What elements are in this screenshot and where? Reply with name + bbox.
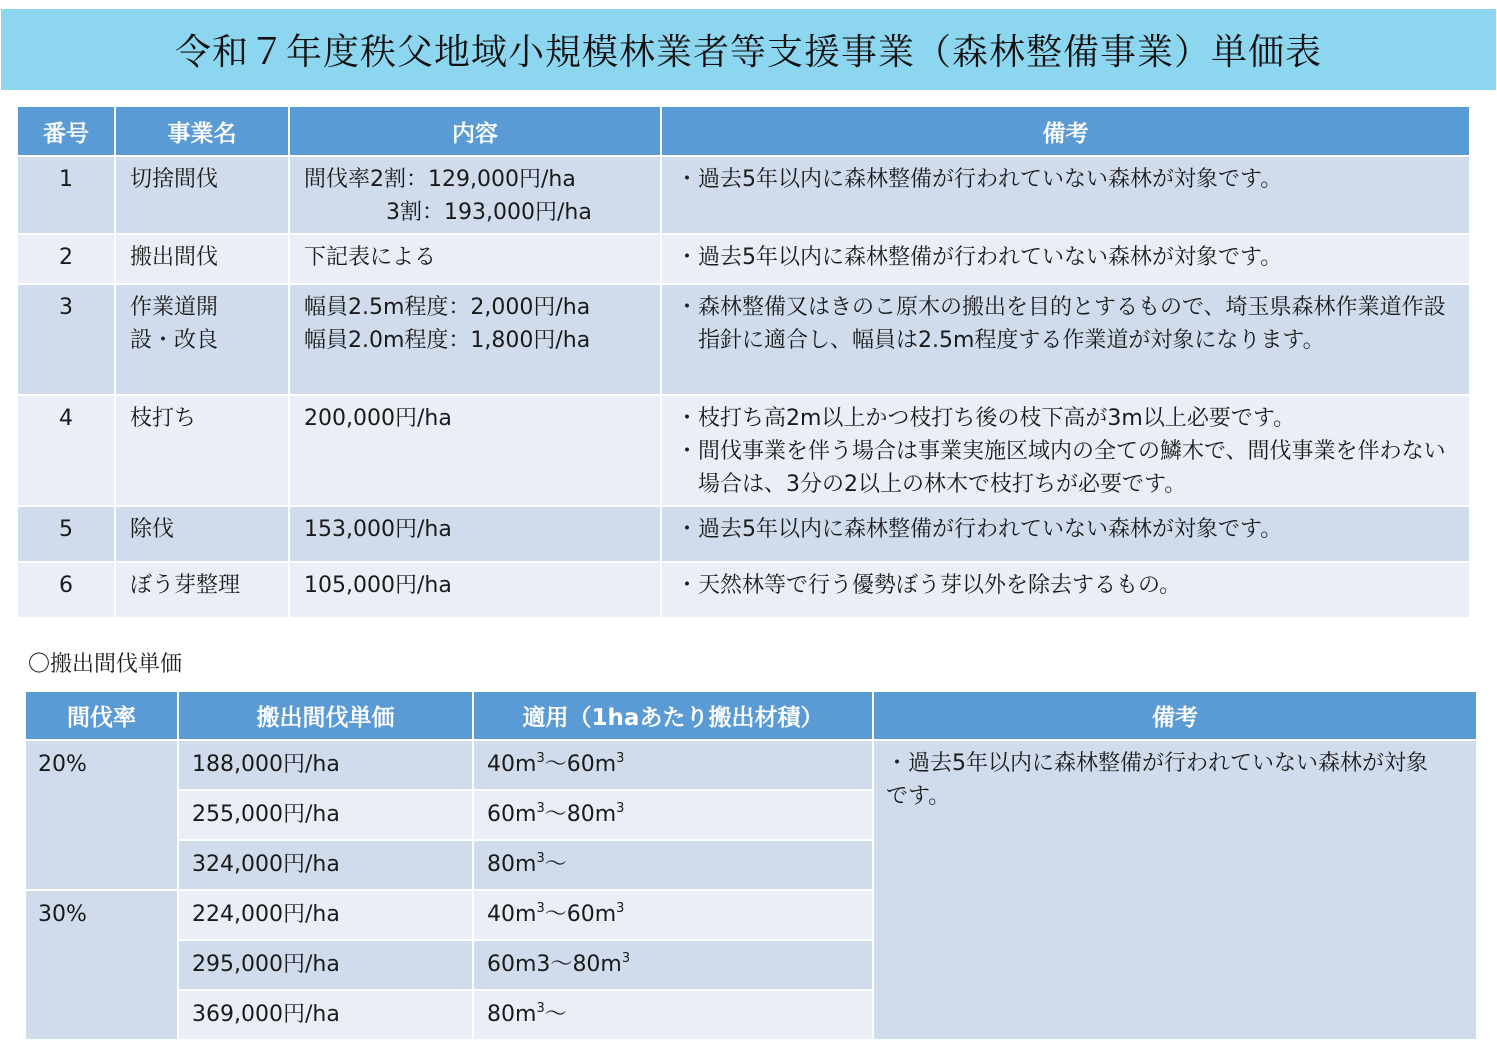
header-content: 内容 — [289, 106, 661, 156]
content-cell — [289, 506, 661, 562]
project-name: 除伐 — [115, 506, 289, 562]
title-banner — [1, 9, 1496, 90]
row-number: 6 — [17, 562, 115, 618]
note-line: ・過去5年以内に森林整備が行われていない森林が対象です。 — [676, 167, 1283, 192]
table-row — [17, 562, 1470, 618]
row-number: 2 — [17, 234, 115, 284]
note-line: ・森林整備又はきのこ原木の搬出を目的とするもので、埼玉県森林作業道作設指針に適合し、幅員は2.5m程度する作業道が対象になります。 — [676, 295, 1446, 353]
header-thinning-rate: 間伐率 — [25, 691, 178, 740]
remarks-cell — [873, 740, 1477, 1040]
content-line: 幅員2.0m程度：1,800円/ha — [304, 328, 591, 353]
row-number: 1 — [17, 156, 115, 234]
table-row — [25, 740, 1477, 790]
header-remarks: 備考 — [873, 691, 1477, 740]
table-row — [17, 506, 1470, 562]
remarks-cell — [661, 234, 1470, 284]
note-line: ・過去5年以内に森林整備が行われていない森林が対象です。 — [676, 245, 1283, 270]
note-line: ・間伐事業を伴う場合は事業実施区域内の全ての鱗木で、間伐事業を伴わない場合は、3分の2以上の林木で枝打ちが必要です。 — [676, 439, 1446, 497]
table-header-row — [25, 691, 1477, 740]
header-remarks: 備考 — [661, 106, 1470, 156]
volume-range: $60m^3\sim 80m^3$ — [473, 790, 873, 840]
content-line: 幅員2.5m程度：2,000円/ha — [304, 295, 591, 320]
volume-range: $40m^3\sim 60m^3$ — [473, 890, 873, 940]
header-number: 番号 — [17, 106, 115, 156]
header-applicable-volume: 適用（1haあたり搬出材積） — [473, 691, 873, 740]
table-row — [17, 234, 1470, 284]
volume-range: $80m^3\sim$ — [473, 840, 873, 890]
thinning-rate: 30% — [25, 890, 178, 1040]
table-header-row — [17, 106, 1470, 156]
remark-text: ・過去5年以内に森林整備が行われていない森林が対象です。 — [886, 751, 1428, 809]
note-line: ・過去5年以内に森林整備が行われていない森林が対象です。 — [676, 517, 1283, 542]
volume-range: $80m^3\sim$ — [473, 990, 873, 1040]
header-unit-price: 搬出間伐単価 — [178, 691, 473, 740]
section-heading: 〇搬出間伐単価 — [28, 652, 183, 677]
thinning-price-table — [24, 690, 1478, 1041]
thinning-rate: 20% — [25, 740, 178, 890]
unit-price: 255,000円/ha — [178, 790, 473, 840]
content-cell — [289, 284, 661, 395]
header-project-name: 事業名 — [115, 106, 289, 156]
page-title: 令和７年度秩父地域小規模林業者等支援事業（森林整備事業）単価表 — [174, 32, 1322, 73]
content-line: 下記表による — [304, 245, 437, 270]
unit-price: 295,000円/ha — [178, 940, 473, 990]
table-row — [17, 156, 1470, 234]
table-row — [17, 395, 1470, 506]
unit-price: 224,000円/ha — [178, 890, 473, 940]
content-line: 105,000円/ha — [304, 573, 452, 598]
project-name: 搬出間伐 — [115, 234, 289, 284]
content-cell — [289, 156, 661, 234]
unit-price: 324,000円/ha — [178, 840, 473, 890]
project-name: 枝打ち — [115, 395, 289, 506]
row-number: 4 — [17, 395, 115, 506]
content-line: 3割：193,000円/ha — [386, 200, 592, 225]
note-line: ・枝打ち高2m以上かつ枝打ち後の枝下高が3m以上必要です。 — [676, 406, 1296, 431]
remarks-cell — [661, 156, 1470, 234]
row-number: 5 — [17, 506, 115, 562]
remarks-cell — [661, 506, 1470, 562]
row-number: 3 — [17, 284, 115, 395]
content-line: 153,000円/ha — [304, 517, 452, 542]
volume-range: $60m3\sim 80m^3$ — [473, 940, 873, 990]
remarks-cell — [661, 284, 1470, 395]
remarks-cell — [661, 562, 1470, 618]
volume-range: $40m^3\sim 60m^3$ — [473, 740, 873, 790]
table-row — [17, 284, 1470, 395]
project-name: 作業道開設・改良 — [115, 284, 289, 395]
content-cell — [289, 234, 661, 284]
project-name: 切捨間伐 — [115, 156, 289, 234]
content-cell — [289, 562, 661, 618]
remarks-cell — [661, 395, 1470, 506]
unit-price: 188,000円/ha — [178, 740, 473, 790]
unit-price: 369,000円/ha — [178, 990, 473, 1040]
content-cell — [289, 395, 661, 506]
content-line: 200,000円/ha — [304, 406, 452, 431]
unit-price-table — [16, 105, 1471, 619]
content-line: 間伐率2割：129,000円/ha — [304, 167, 576, 192]
note-line: ・天然林等で行う優勢ぼう芽以外を除去するもの。 — [676, 573, 1182, 598]
project-name: ぼう芽整理 — [115, 562, 289, 618]
